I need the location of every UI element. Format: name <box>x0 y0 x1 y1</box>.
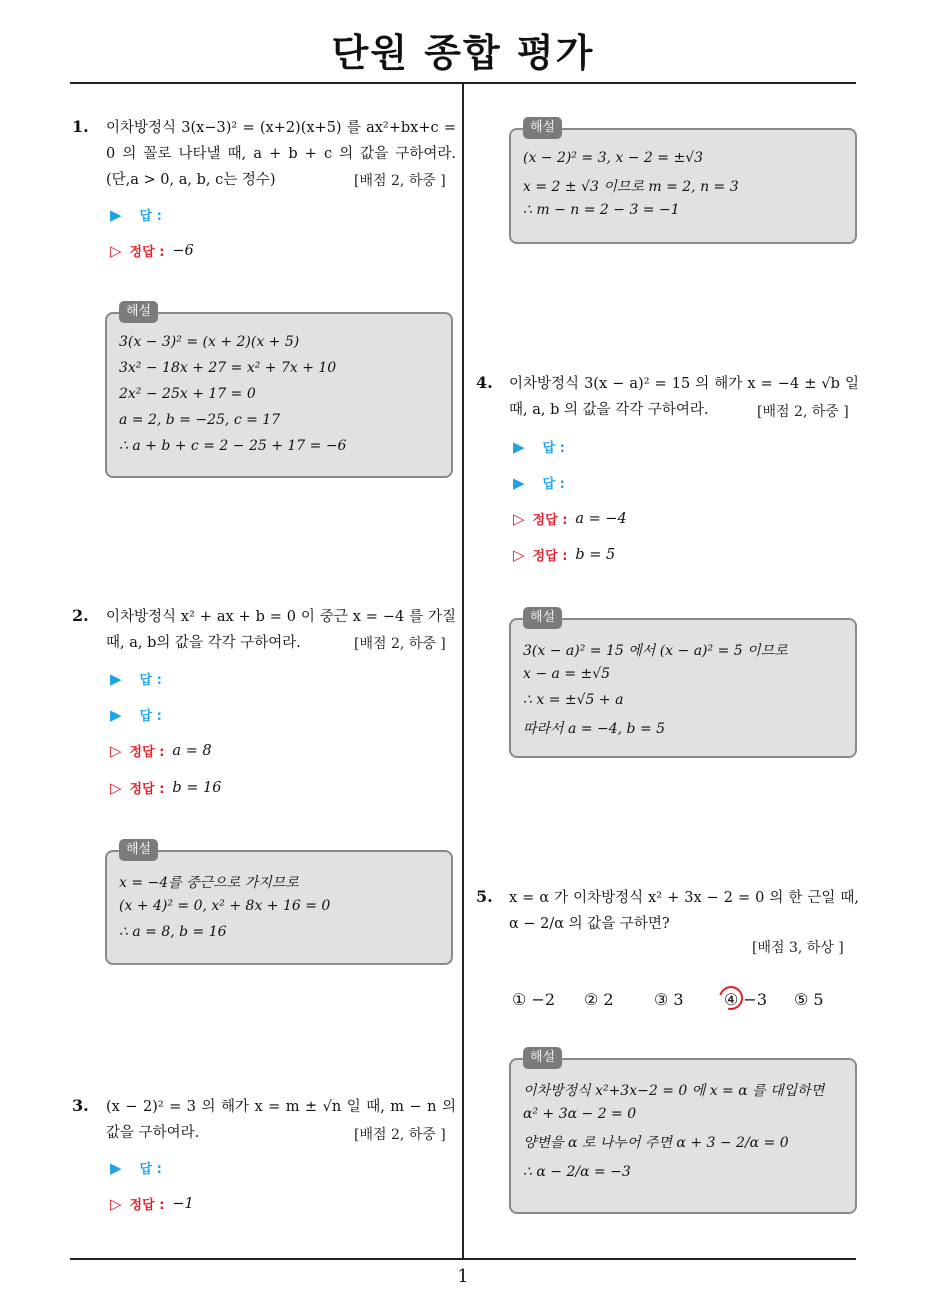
question-text: 이차방정식 x² + ax + b = 0 이 중근 x = −4 를 가질 때, a, b의 값을 각각 구하여라. <box>106 609 456 651</box>
explanation-line: ∴ x = ±√5 + a <box>523 692 624 708</box>
answer-row <box>110 705 162 724</box>
question-number: 4. <box>476 373 493 392</box>
score-meta: [배점 2, 하중 ] <box>354 1127 446 1143</box>
correct-answer-row <box>513 545 615 564</box>
explanation-line: 3x² − 18x + 27 = x² + 7x + 10 <box>119 360 337 376</box>
score-meta: [배점 2, 하중 ] <box>757 404 849 420</box>
correct-answer-row <box>110 1194 194 1213</box>
explanation-line: 2x² − 25x + 17 = 0 <box>119 386 256 402</box>
explanation-line: 3(x − 3)² = (x + 2)(x + 5) <box>119 334 300 350</box>
answer-label: 답 : <box>139 673 162 688</box>
question-text: 이차방정식 3(x − a)² = 15 의 해가 x = −4 ± √b 일 때, a, b 의 값을 각각 구하여라. <box>509 376 859 418</box>
play-triangle-icon: ▶ <box>110 669 122 688</box>
choice-5[interactable]: ⑤ 5 <box>794 990 824 1009</box>
explanation-box <box>509 120 857 244</box>
correct-value: b = 5 <box>575 546 616 563</box>
play-triangle-icon: ▶ <box>110 1158 122 1177</box>
question-number: 5. <box>476 887 493 906</box>
page-title: 단원 종합 평가 <box>331 31 595 75</box>
explanation-line: ∴ m − n = 2 − 3 = −1 <box>523 202 680 218</box>
explanation-line: ∴ a = 8, b = 16 <box>119 924 227 940</box>
answer-label: 답 : <box>542 441 565 456</box>
play-triangle-icon: ▶ <box>513 437 525 456</box>
correct-value: −6 <box>172 242 194 259</box>
choice-3[interactable]: ③ 3 <box>654 990 684 1009</box>
column-divider <box>462 84 464 1258</box>
answer-row <box>513 437 565 456</box>
choice-1[interactable]: ① −2 <box>512 990 556 1009</box>
explanation-line: (x − 2)² = 3, x − 2 = ±√3 <box>523 150 704 166</box>
correct-label: 정답 : <box>532 513 568 528</box>
explanation-line: 3(x − a)² = 15 에서 (x − a)² = 5 이므로 <box>523 643 788 659</box>
correct-answer-row <box>513 509 627 528</box>
answer-row <box>513 473 565 492</box>
question-number: 3. <box>72 1096 89 1115</box>
explanation-tag: 해설 <box>119 301 158 323</box>
correct-label: 정답 : <box>129 745 165 760</box>
explanation-tag: 해설 <box>523 117 562 139</box>
question-text: (x − 2)² = 3 의 해가 x = m ± √n 일 때, m − n 의 값을 구하여라. <box>106 1099 456 1141</box>
answer-row <box>110 205 162 224</box>
play-triangle-icon: ▶ <box>513 473 525 492</box>
correct-value: −1 <box>172 1195 194 1212</box>
choice-2[interactable]: ② 2 <box>584 990 614 1009</box>
explanation-line: ∴ α − 2/α = −3 <box>523 1164 631 1180</box>
outline-triangle-icon: ▷ <box>110 741 122 760</box>
correct-value: a = 8 <box>172 742 212 759</box>
answer-row <box>110 1158 162 1177</box>
explanation-tag: 해설 <box>119 839 158 861</box>
correct-label: 정답 : <box>129 782 165 797</box>
outline-triangle-icon: ▷ <box>513 545 525 564</box>
explanation-box <box>509 1050 857 1214</box>
outline-triangle-icon: ▷ <box>513 509 525 528</box>
question-number: 2. <box>72 606 89 625</box>
question-text: x = α 가 이차방정식 x² + 3x − 2 = 0 의 한 근일 때, α − 2/α 의 값을 구하면? <box>509 890 859 932</box>
question-number: 1. <box>72 117 89 136</box>
question-text: 이차방정식 3(x−3)² = (x+2)(x+5) 를 ax²+bx+c = 0 의 꼴로 나타낼 때, a + b + c 의 값을 구하여라. (단,a > 0, a, b, c는 정수) <box>106 120 456 188</box>
choice-4[interactable]: ④ −3 <box>724 990 768 1009</box>
outline-triangle-icon: ▷ <box>110 778 122 797</box>
selected-circle-mark-icon <box>715 982 748 1015</box>
bottom-rule <box>70 1258 856 1260</box>
correct-label: 정답 : <box>129 1198 165 1213</box>
explanation-line: x = 2 ± √3 이므로 m = 2, n = 3 <box>523 179 739 195</box>
score-meta: [배점 2, 하중 ] <box>354 173 446 189</box>
answer-row <box>110 669 162 688</box>
explanation-line: a = 2, b = −25, c = 17 <box>119 412 281 428</box>
explanation-box <box>105 304 453 478</box>
play-triangle-icon: ▶ <box>110 705 122 724</box>
answer-label: 답 : <box>139 1162 162 1177</box>
correct-answer-row <box>110 241 194 260</box>
explanation-line: 이차방정식 x²+3x−2 = 0 에 x = α 를 대입하면 <box>523 1083 825 1099</box>
page-number: 1 <box>457 1266 469 1287</box>
correct-label: 정답 : <box>532 549 568 564</box>
play-triangle-icon: ▶ <box>110 205 122 224</box>
correct-value: b = 16 <box>172 779 222 796</box>
answer-label: 답 : <box>139 209 162 224</box>
explanation-line: x = −4를 중근으로 가지므로 <box>119 875 299 891</box>
answer-label: 답 : <box>542 477 565 492</box>
explanation-line: 양변을 α 로 나누어 주면 α + 3 − 2/α = 0 <box>523 1135 789 1151</box>
score-meta: [배점 3, 하상 ] <box>752 940 844 956</box>
explanation-line: x − a = ±√5 <box>523 666 611 682</box>
explanation-line: ∴ a + b + c = 2 − 25 + 17 = −6 <box>119 438 347 454</box>
outline-triangle-icon: ▷ <box>110 1194 122 1213</box>
explanation-tag: 해설 <box>523 607 562 629</box>
explanation-box <box>509 610 857 758</box>
correct-answer-row <box>110 778 222 797</box>
explanation-box <box>105 842 453 965</box>
outline-triangle-icon: ▷ <box>110 241 122 260</box>
score-meta: [배점 2, 하중 ] <box>354 636 446 652</box>
correct-value: a = −4 <box>575 510 627 527</box>
correct-answer-row <box>110 741 212 760</box>
explanation-tag: 해설 <box>523 1047 562 1069</box>
explanation-line: (x + 4)² = 0, x² + 8x + 16 = 0 <box>119 898 331 914</box>
correct-label: 정답 : <box>129 245 165 260</box>
explanation-line: 따라서 a = −4, b = 5 <box>523 721 666 737</box>
explanation-line: α² + 3α − 2 = 0 <box>523 1106 637 1122</box>
answer-label: 답 : <box>139 709 162 724</box>
